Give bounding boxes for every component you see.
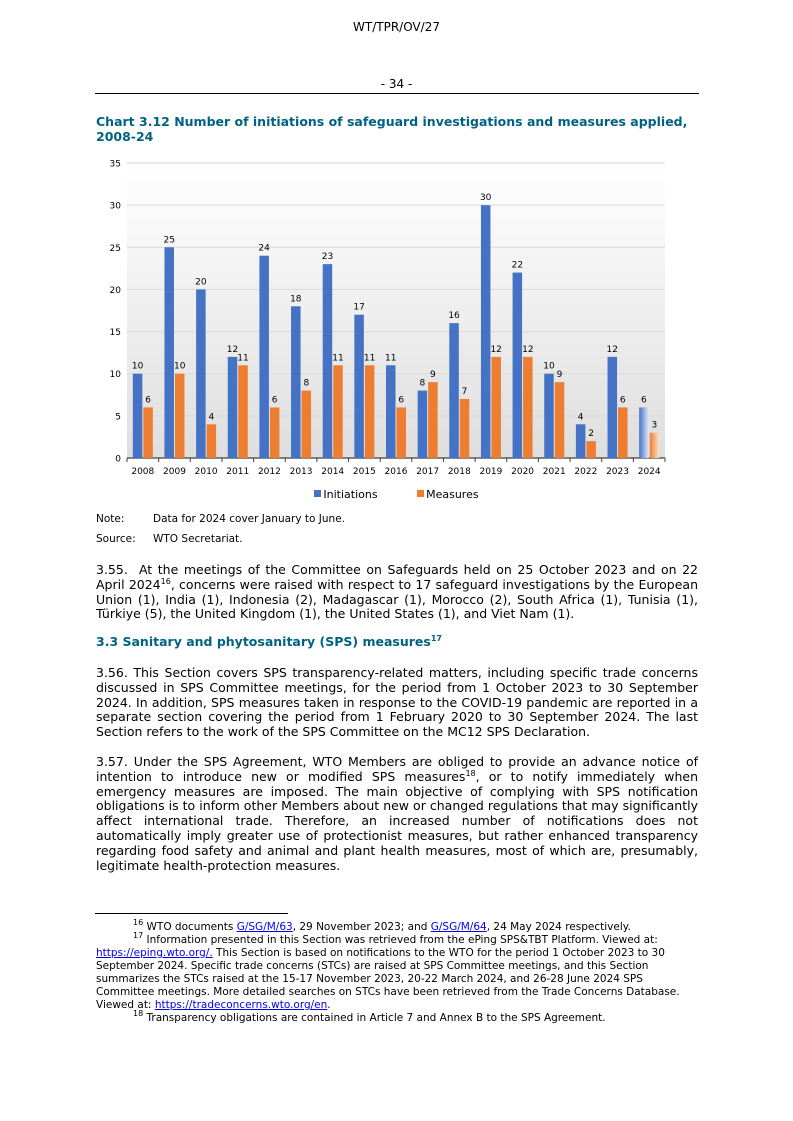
data-label: 10 <box>543 361 555 372</box>
x-tick-label: 2014 <box>321 467 345 477</box>
bar-initiations-2017 <box>418 391 428 458</box>
legend-swatch-measures <box>417 490 424 497</box>
bar-initiations-2024 <box>639 407 649 458</box>
para-text: , concerns were raised with respect to 17 safeguard investigations by the European Union (1), India (1), Indonesia (2), Madagascar (1), Morocco (2), South Africa (1), Tunisia (1), Türkiye (5), the United Kingdom (1), the United States (1), and Viet Nam (1). <box>96 576 698 622</box>
bar-measures-2017 <box>428 382 438 458</box>
footnote-18 <box>96 1009 698 1025</box>
footnote-ref-17[interactable]: 17 <box>430 634 442 643</box>
bar-measures-2016 <box>397 407 407 458</box>
data-label: 8 <box>419 378 426 389</box>
link-g-sg-m-64[interactable]: G/SG/M/64 <box>430 921 487 933</box>
data-label: 4 <box>208 412 215 423</box>
data-label: 30 <box>479 193 492 204</box>
para-number: 3.56. <box>96 665 128 680</box>
data-label: 9 <box>430 370 436 381</box>
section-heading-3-3 <box>96 634 442 649</box>
note-text: Data for 2024 cover January to June. <box>153 513 345 525</box>
bar-initiations-2010 <box>196 289 206 458</box>
bar-measures-2021 <box>555 382 565 458</box>
chart-note <box>96 513 345 525</box>
chart-title <box>96 114 696 144</box>
data-label: 11 <box>385 353 397 364</box>
bar-initiations-2011 <box>228 357 238 458</box>
footnote-text: WTO documents <box>143 921 237 933</box>
data-label: 6 <box>619 395 626 406</box>
legend-swatch-initiations <box>314 490 321 497</box>
footnote-16 <box>96 918 698 934</box>
chart-title-line2: 2008-24 <box>96 129 154 144</box>
legend-item-initiations <box>314 488 377 501</box>
data-label: 12 <box>522 344 534 355</box>
x-tick-label: 2013 <box>289 467 313 477</box>
para-number: 3.55. <box>96 562 128 577</box>
data-label: 12 <box>606 344 619 355</box>
link-tradeconcerns[interactable]: https://tradeconcerns.wto.org/en <box>154 999 328 1011</box>
para-text: Under the SPS Agreement, WTO Members are obliged to provide an advance notice of intention to introduce new or modified SPS measures <box>96 754 698 784</box>
y-tick-label: 25 <box>109 243 121 254</box>
y-tick-label: 35 <box>109 159 121 170</box>
y-tick-label: 0 <box>115 454 121 465</box>
data-label: 8 <box>303 378 310 389</box>
data-label: 16 <box>448 311 460 322</box>
bar-initiations-2021 <box>544 374 554 458</box>
data-label: 2 <box>588 429 594 440</box>
paragraph-3-55 <box>96 563 698 622</box>
x-tick-label: 2016 <box>384 467 408 477</box>
bar-initiations-2013 <box>291 306 301 458</box>
bar-measures-2010 <box>207 424 217 458</box>
data-label: 11 <box>237 353 249 364</box>
bar-initiations-2008 <box>133 374 143 458</box>
page-header-code: WT/TPR/OV/27 <box>353 20 440 34</box>
link-g-sg-m-63[interactable]: G/SG/M/63 <box>236 921 293 933</box>
x-tick-label: 2024 <box>637 467 661 477</box>
data-label: 12 <box>490 344 502 355</box>
legend-label-measures: Measures <box>426 488 479 501</box>
y-tick-label: 10 <box>109 370 121 381</box>
x-tick-label: 2017 <box>416 467 440 477</box>
chart-source <box>96 533 243 545</box>
bar-initiations-2014 <box>323 264 333 458</box>
bar-initiations-2015 <box>354 315 364 458</box>
data-label: 6 <box>271 395 278 406</box>
bar-measures-2009 <box>175 374 185 458</box>
bar-measures-2011 <box>238 365 248 458</box>
bar-measures-2023 <box>618 407 628 458</box>
x-tick-label: 2009 <box>163 467 186 477</box>
footnote-text: Transparency obligations are contained in Article 7 and Annex B to the SPS Agreement. <box>143 1012 606 1024</box>
footnote-text: . <box>327 999 331 1011</box>
para-text: , or to notify immediately when emergency measures are imposed. The main objective of complying with SPS notification obligations is to inform other Members about new or changed regulations that may significantly affect international trade. Therefore, an increased number of notifications does not automatically imply greater use of protectionist measures, but rather enhanced transparency regarding food safety and animal and plant health measures, most of which are, presumably, legitimate health-protection measures. <box>96 768 698 873</box>
para-text: This Section covers SPS transparency-related matters, including specific trade concerns discussed in SPS Committee meetings, for the period from 1 October 2023 to 30 September 2024. In addition, SPS measures taken in response to the COVID-19 pandemic are reported in a separate section covering the period from 1 February 2020 to 30 September 2024. The last Section refers to the work of the SPS Committee on the MC12 SPS Declaration. <box>96 665 698 740</box>
bar-initiations-2016 <box>386 365 396 458</box>
x-tick-label: 2010 <box>194 467 218 477</box>
data-label: 6 <box>145 395 151 406</box>
page-number: - 34 - <box>380 77 413 91</box>
data-label: 20 <box>195 277 207 288</box>
y-tick-label: 5 <box>115 412 121 423</box>
x-tick-label: 2018 <box>447 467 471 477</box>
chart-legend <box>0 488 793 501</box>
data-label: 6 <box>641 395 647 406</box>
paragraph-3-56 <box>96 666 698 740</box>
x-tick-label: 2019 <box>479 467 503 477</box>
note-label: Note: <box>96 513 125 525</box>
data-label: 10 <box>173 361 186 372</box>
legend-label-initiations: Initiations <box>323 488 378 501</box>
bar-measures-2014 <box>333 365 343 458</box>
bar-measures-2008 <box>143 407 153 458</box>
data-label: 24 <box>258 243 270 254</box>
bar-initiations-2023 <box>608 357 618 458</box>
para-number: 3.57. <box>96 754 128 769</box>
data-label: 11 <box>363 353 376 364</box>
footnote-text: Information presented in this Section was retrieved from the ePing SPS&TBT Platform. Viewed at: <box>143 934 658 946</box>
bar-measures-2018 <box>460 399 470 458</box>
x-tick-label: 2011 <box>226 467 250 477</box>
footnote-rule <box>95 913 288 914</box>
bar-initiations-2019 <box>481 205 491 458</box>
data-label: 12 <box>226 344 239 355</box>
bar-initiations-2018 <box>449 323 459 458</box>
bar-measures-2022 <box>586 441 596 458</box>
footnote-17 <box>96 931 698 1012</box>
x-tick-label: 2023 <box>606 467 629 477</box>
y-tick-label: 20 <box>109 285 121 296</box>
bar-measures-2024 <box>650 433 660 458</box>
data-label: 9 <box>556 370 563 381</box>
x-tick-label: 2012 <box>257 467 281 477</box>
x-tick-label: 2008 <box>131 467 155 477</box>
chart-title-line1: Chart 3.12 Number of initiations of safeguard investigations and measures applied, <box>96 114 688 129</box>
bar-measures-2013 <box>302 391 312 458</box>
bar-measures-2019 <box>491 357 501 458</box>
x-tick-label: 2022 <box>574 467 598 477</box>
header-rule <box>95 93 699 94</box>
data-label: 10 <box>131 361 144 372</box>
bar-measures-2012 <box>270 407 280 458</box>
source-label: Source: <box>96 533 136 545</box>
data-label: 23 <box>321 252 334 263</box>
footnote-number: 17 <box>133 931 144 940</box>
data-label: 11 <box>332 353 344 364</box>
bar-initiations-2020 <box>513 273 523 458</box>
section-heading-text: 3.3 Sanitary and phytosanitary (SPS) measures <box>96 634 431 649</box>
footnote-number: 18 <box>133 1009 144 1018</box>
footnote-ref-16[interactable]: 16 <box>160 576 171 586</box>
data-label: 22 <box>511 260 524 271</box>
x-tick-label: 2021 <box>542 467 566 477</box>
y-tick-label: 30 <box>109 201 121 212</box>
bar-chart-svg <box>95 150 695 480</box>
data-label: 18 <box>290 294 302 305</box>
data-label: 25 <box>163 235 175 246</box>
data-label: 3 <box>651 420 658 431</box>
bar-initiations-2009 <box>164 247 174 458</box>
data-label: 6 <box>398 395 405 406</box>
data-label: 17 <box>353 302 365 313</box>
bar-chart <box>95 150 695 510</box>
bar-initiations-2012 <box>259 256 269 458</box>
bar-measures-2015 <box>365 365 375 458</box>
link-eping[interactable]: https://eping.wto.org/. <box>96 947 213 959</box>
paragraph-3-57 <box>96 755 698 873</box>
bar-measures-2020 <box>523 357 533 458</box>
data-label: 4 <box>577 412 584 423</box>
x-tick-label: 2015 <box>352 467 376 477</box>
legend-item-measures <box>417 488 478 501</box>
bar-initiations-2022 <box>576 424 586 458</box>
y-tick-label: 15 <box>109 328 121 339</box>
footnote-ref-18[interactable]: 18 <box>465 768 476 778</box>
source-text: WTO Secretariat. <box>153 533 243 545</box>
para-text: At the meetings of the Committee on Safeguards held on 25 October 2023 and on 22 April 2024 <box>96 562 699 592</box>
footnote-text: , 29 November 2023; and <box>292 921 431 933</box>
x-tick-label: 2020 <box>511 467 535 477</box>
footnote-text: This Section is based on notifications to the WTO for the period 1 October 2023 to 30 September 2024. Specific trade concerns (STCs) are raised at SPS Committee meetings, and this Section summarizes the STCs raised at the 15-17 November 2023, 20-22 March 2024, and 26-28 June 2024 SPS Committee meetings. More detailed searches on STCs have been retrieved from the Trade Concerns Database. Viewed at: <box>96 947 680 1011</box>
footnote-number: 16 <box>133 918 144 927</box>
footnote-text: , 24 May 2024 respectively. <box>486 921 631 933</box>
data-label: 7 <box>461 387 468 397</box>
